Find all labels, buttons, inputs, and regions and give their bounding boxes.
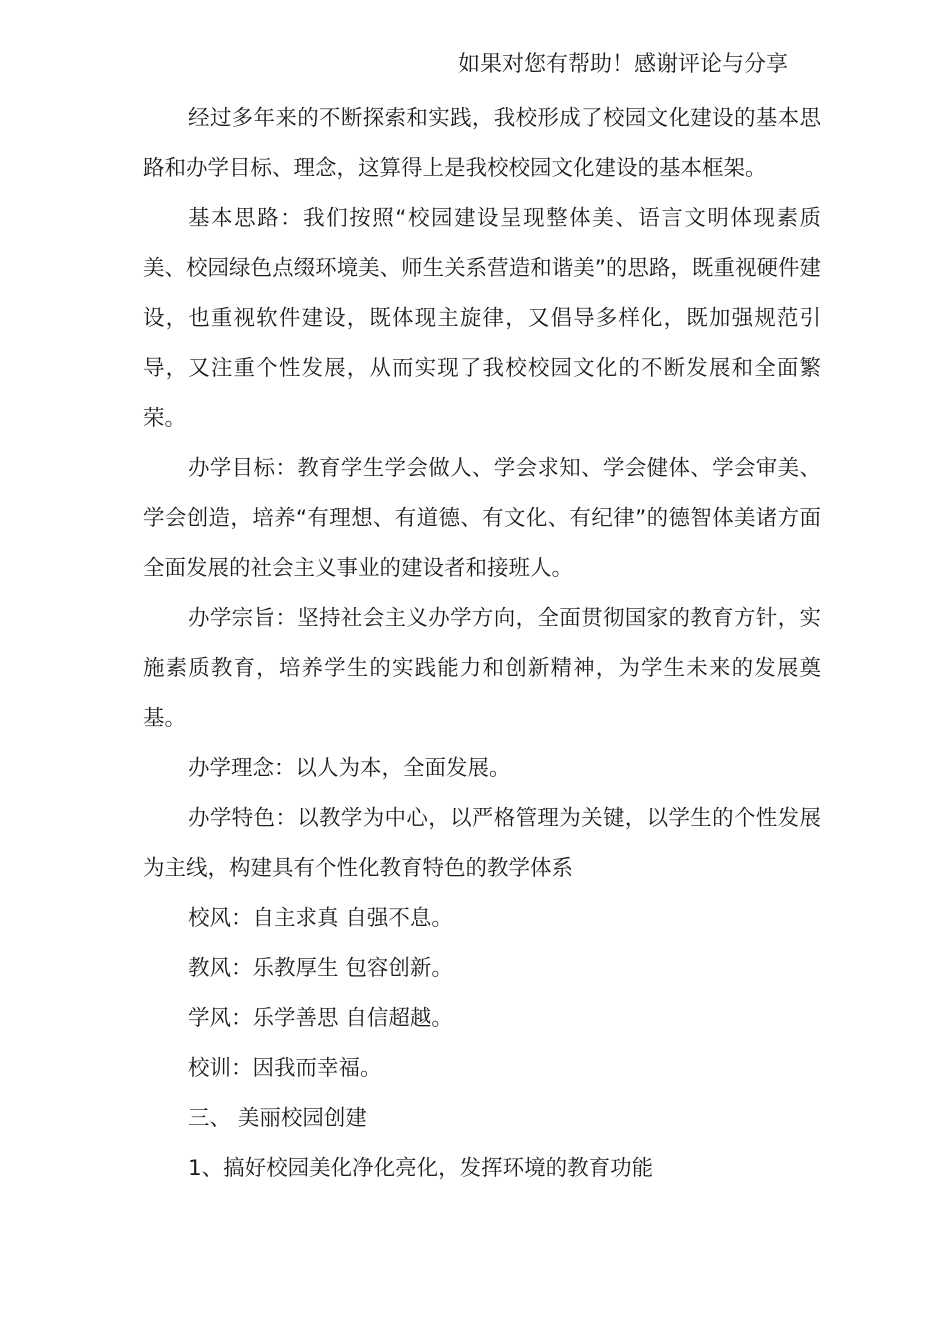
section-heading-beautiful-campus: 三、 美丽校园创建 bbox=[188, 1106, 367, 1131]
document-body bbox=[143, 94, 821, 1194]
paragraph-school-spirit: 校风：自主求真 自强不息。 bbox=[188, 906, 453, 931]
paragraph-school-motto: 校训：因我而幸福。 bbox=[188, 1056, 382, 1081]
paragraph-study-style: 学风：乐学善思 自信超越。 bbox=[188, 1006, 453, 1031]
header-note: 如果对您有帮助！感谢评论与分享 bbox=[458, 52, 789, 77]
paragraph-school-philosophy: 办学理念：以人为本，全面发展。 bbox=[188, 756, 511, 781]
paragraph-school-feature: 办学特色：以教学为中心，以严格管理为关键，以学生的个性发展为主线，构建具有个性化教育特色的教学体系 bbox=[143, 806, 821, 881]
subsection-heading-campus-beautification: 1、搞好校园美化净化亮化，发挥环境的教育功能 bbox=[188, 1156, 654, 1181]
paragraph-school-goal: 办学目标：教育学生学会做人、学会求知、学会健体、学会审美、学会创造，培养“有理想、有道德、有文化、有纪律”的德智体美诸方面全面发展的社会主义事业的建设者和接班人。 bbox=[143, 456, 821, 581]
paragraph-school-purpose: 办学宗旨：坚持社会主义办学方向，全面贯彻国家的教育方针，实施素质教育，培养学生的实践能力和创新精神，为学生未来的发展奠基。 bbox=[143, 606, 821, 731]
paragraph-intro: 经过多年来的不断探索和实践，我校形成了校园文化建设的基本思路和办学目标、理念，这算得上是我校校园文化建设的基本框架。 bbox=[143, 106, 821, 181]
paragraph-teaching-style: 教风：乐教厚生 包容创新。 bbox=[188, 956, 453, 981]
paragraph-basic-approach: 基本思路：我们按照“校园建设呈现整体美、语言文明体现素质美、校园绿色点缀环境美、师生关系营造和谐美”的思路，既重视硬件建设，也重视软件建设，既体现主旋律，又倡导多样化，既加强规范引导，又注重个性发展，从而实现了我校校园文化的不断发展和全面繁荣。 bbox=[143, 206, 821, 431]
